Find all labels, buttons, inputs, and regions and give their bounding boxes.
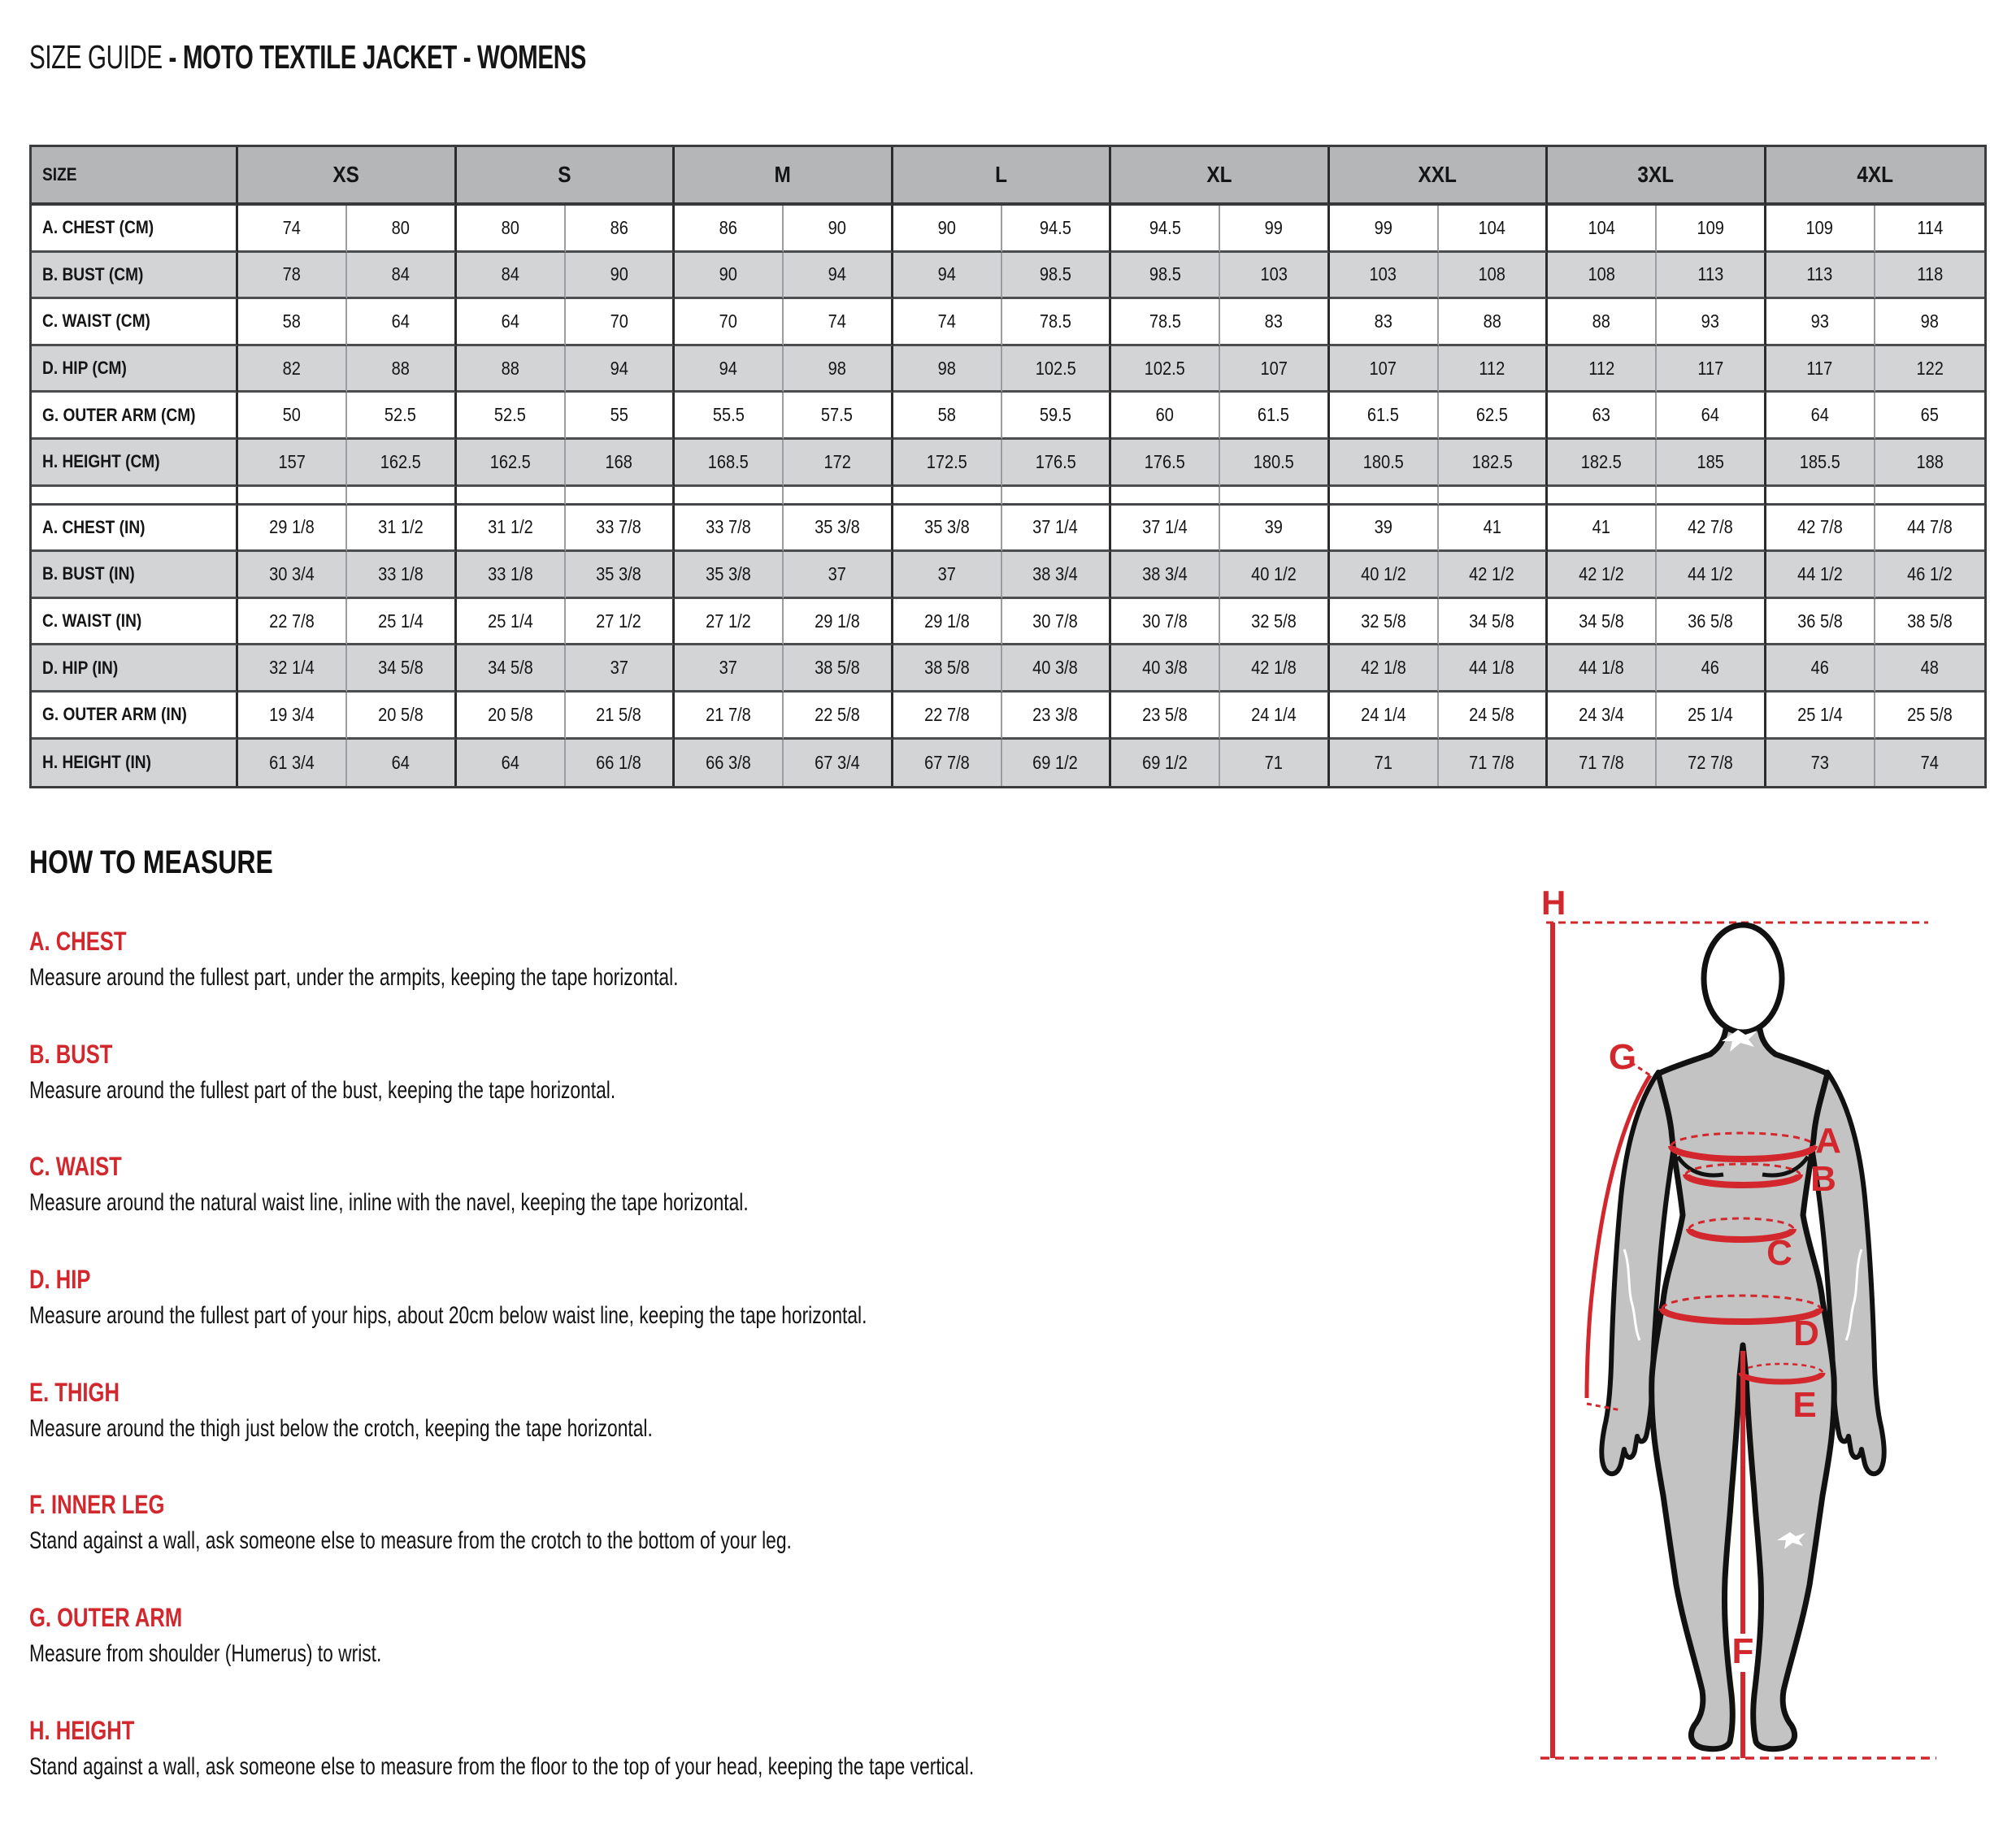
table-cell: 90 <box>566 253 675 300</box>
table-cell: 39 <box>1330 506 1439 553</box>
section-text: Stand against a wall, ask someone else to measure from the floor to the top of your head, keeping the tape vertical. <box>29 1753 975 1780</box>
table-cell: 86 <box>566 206 675 253</box>
table-cell: 104 <box>1548 206 1657 253</box>
measure-section-inner-leg <box>29 1491 1032 1554</box>
how-to-measure-heading: HOW TO MEASURE <box>29 845 273 880</box>
spacer-cell <box>457 487 566 506</box>
table-cell: 104 <box>1439 206 1548 253</box>
table-cell: 172 <box>784 440 893 487</box>
table-cell: 84 <box>347 253 456 300</box>
table-cell: 103 <box>1330 253 1439 300</box>
table-cell: 40 1/2 <box>1220 552 1329 599</box>
table-header-s: S <box>457 147 676 206</box>
table-cell: 70 <box>675 299 784 346</box>
table-cell: 35 3/8 <box>893 506 1002 553</box>
table-cell: 66 1/8 <box>566 740 675 787</box>
table-cell: 31 1/2 <box>457 506 566 553</box>
table-cell: 48 <box>1875 645 1984 693</box>
table-cell: 182.5 <box>1548 440 1657 487</box>
table-cell: 112 <box>1439 346 1548 393</box>
table-cell: 44 1/2 <box>1766 552 1875 599</box>
row-label: A. CHEST (CM) <box>32 206 238 253</box>
table-cell: 44 1/8 <box>1548 645 1657 693</box>
spacer-cell <box>1548 487 1657 506</box>
table-cell: 93 <box>1657 299 1766 346</box>
section-title: A. CHEST <box>29 927 127 956</box>
table-cell: 69 1/2 <box>1002 740 1111 787</box>
table-cell: 94 <box>893 253 1002 300</box>
table-cell: 40 3/8 <box>1111 645 1220 693</box>
table-cell: 88 <box>347 346 456 393</box>
table-cell: 99 <box>1220 206 1329 253</box>
table-cell: 32 5/8 <box>1330 599 1439 646</box>
measure-section-outer-arm <box>29 1604 493 1667</box>
table-cell: 46 <box>1766 645 1875 693</box>
table-cell: 37 <box>566 645 675 693</box>
row-label: D. HIP (CM) <box>32 346 238 393</box>
table-cell: 185 <box>1657 440 1766 487</box>
table-cell: 94.5 <box>1002 206 1111 253</box>
table-cell: 90 <box>675 253 784 300</box>
table-cell: 46 <box>1657 645 1766 693</box>
table-cell: 24 1/4 <box>1330 693 1439 740</box>
section-title: C. WAIST <box>29 1152 122 1181</box>
figure-label-e: E <box>1792 1385 1817 1425</box>
table-cell: 33 1/8 <box>347 552 456 599</box>
table-cell: 21 5/8 <box>566 693 675 740</box>
section-text: Measure around the fullest part, under the armpits, keeping the tape horizontal. <box>29 964 679 991</box>
table-cell: 57.5 <box>784 393 893 440</box>
table-cell: 102.5 <box>1002 346 1111 393</box>
table-cell: 67 7/8 <box>893 740 1002 787</box>
table-cell: 109 <box>1766 206 1875 253</box>
section-text: Measure around the natural waist line, inline with the navel, keeping the tape horizontal. <box>29 1189 749 1216</box>
table-cell: 37 <box>893 552 1002 599</box>
table-cell: 36 5/8 <box>1657 599 1766 646</box>
table-cell: 35 3/8 <box>675 552 784 599</box>
table-cell: 168.5 <box>675 440 784 487</box>
section-text: Measure around the thigh just below the crotch, keeping the tape horizontal. <box>29 1415 653 1442</box>
spacer-cell <box>1220 487 1329 506</box>
table-cell: 162.5 <box>457 440 566 487</box>
table-cell: 88 <box>1439 299 1548 346</box>
spacer-cell <box>566 487 675 506</box>
table-cell: 63 <box>1548 393 1657 440</box>
table-cell: 74 <box>1875 740 1984 787</box>
table-cell: 157 <box>238 440 347 487</box>
table-cell: 27 1/2 <box>566 599 675 646</box>
table-header-xl: XL <box>1111 147 1330 206</box>
row-label: D. HIP (IN) <box>32 645 238 693</box>
spacer-cell <box>238 487 347 506</box>
table-cell: 41 <box>1439 506 1548 553</box>
table-cell: 58 <box>893 393 1002 440</box>
table-cell: 34 5/8 <box>347 645 456 693</box>
table-header-4xl: 4XL <box>1766 147 1985 206</box>
table-cell: 71 <box>1220 740 1329 787</box>
table-cell: 67 3/4 <box>784 740 893 787</box>
table-cell: 42 1/2 <box>1439 552 1548 599</box>
figure-label-c: C <box>1766 1233 1792 1273</box>
table-cell: 66 3/8 <box>675 740 784 787</box>
table-cell: 50 <box>238 393 347 440</box>
page-title-bold: - MOTO TEXTILE JACKET - WOMENS <box>168 38 587 76</box>
table-cell: 94 <box>784 253 893 300</box>
table-cell: 70 <box>566 299 675 346</box>
table-cell: 176.5 <box>1002 440 1111 487</box>
table-cell: 88 <box>457 346 566 393</box>
table-cell: 99 <box>1330 206 1439 253</box>
figure-label-g: G <box>1608 1037 1637 1077</box>
table-cell: 93 <box>1766 299 1875 346</box>
table-cell: 180.5 <box>1330 440 1439 487</box>
table-cell: 71 7/8 <box>1439 740 1548 787</box>
figure-label-d: D <box>1793 1313 1819 1353</box>
table-cell: 22 7/8 <box>238 599 347 646</box>
spacer-cell <box>1002 487 1111 506</box>
table-cell: 83 <box>1330 299 1439 346</box>
table-cell: 94 <box>566 346 675 393</box>
row-label: B. BUST (CM) <box>32 253 238 300</box>
table-cell: 88 <box>1548 299 1657 346</box>
table-cell: 40 3/8 <box>1002 645 1111 693</box>
table-header-3xl: 3XL <box>1548 147 1766 206</box>
table-cell: 52.5 <box>347 393 456 440</box>
section-text: Stand against a wall, ask someone else to measure from the crotch to the bottom of your leg. <box>29 1527 792 1554</box>
row-label: H. HEIGHT (CM) <box>32 440 238 487</box>
table-header-m: M <box>675 147 893 206</box>
row-label: C. WAIST (CM) <box>32 299 238 346</box>
table-cell: 34 5/8 <box>1548 599 1657 646</box>
table-cell: 90 <box>893 206 1002 253</box>
row-label: G. OUTER ARM (CM) <box>32 393 238 440</box>
table-cell: 185.5 <box>1766 440 1875 487</box>
table-cell: 33 7/8 <box>566 506 675 553</box>
table-cell: 108 <box>1439 253 1548 300</box>
measurement-figure <box>1528 890 1983 1841</box>
table-cell: 78.5 <box>1002 299 1111 346</box>
table-cell: 61.5 <box>1220 393 1329 440</box>
table-cell: 162.5 <box>347 440 456 487</box>
table-cell: 118 <box>1875 253 1984 300</box>
table-cell: 71 <box>1330 740 1439 787</box>
table-cell: 36 5/8 <box>1766 599 1875 646</box>
table-cell: 52.5 <box>457 393 566 440</box>
table-cell: 83 <box>1220 299 1329 346</box>
table-cell: 30 7/8 <box>1002 599 1111 646</box>
figure-label-b: B <box>1810 1159 1836 1199</box>
table-cell: 113 <box>1766 253 1875 300</box>
table-cell: 46 1/2 <box>1875 552 1984 599</box>
spacer-cell <box>1439 487 1548 506</box>
section-text: Measure around the fullest part of your hips, about 20cm below waist line, keeping the tape horizontal. <box>29 1302 867 1329</box>
table-cell: 20 5/8 <box>347 693 456 740</box>
table-cell: 64 <box>347 299 456 346</box>
table-cell: 113 <box>1657 253 1766 300</box>
page-title-regular: SIZE GUIDE <box>29 38 169 76</box>
table-header-size: SIZE <box>32 147 238 206</box>
section-text: Measure from shoulder (Humerus) to wrist. <box>29 1640 382 1667</box>
measure-section-chest <box>29 928 884 991</box>
table-cell: 30 3/4 <box>238 552 347 599</box>
table-cell: 23 5/8 <box>1111 693 1220 740</box>
table-cell: 24 3/4 <box>1548 693 1657 740</box>
table-cell: 172.5 <box>893 440 1002 487</box>
table-cell: 22 7/8 <box>893 693 1002 740</box>
spacer-cell <box>1766 487 1875 506</box>
measure-section-height <box>29 1717 1272 1780</box>
spacer-cell <box>347 487 456 506</box>
table-cell: 117 <box>1766 346 1875 393</box>
figure-label-f: F <box>1731 1631 1754 1671</box>
table-cell: 72 7/8 <box>1657 740 1766 787</box>
table-cell: 74 <box>238 206 347 253</box>
table-cell: 23 3/8 <box>1002 693 1111 740</box>
table-cell: 42 1/8 <box>1330 645 1439 693</box>
table-cell: 34 5/8 <box>1439 599 1548 646</box>
table-cell: 102.5 <box>1111 346 1220 393</box>
row-label: H. HEIGHT (IN) <box>32 740 238 787</box>
figure-label-h: H <box>1541 890 1566 922</box>
table-cell: 98 <box>893 346 1002 393</box>
table-cell: 35 3/8 <box>566 552 675 599</box>
table-cell: 107 <box>1220 346 1329 393</box>
table-cell: 98 <box>1875 299 1984 346</box>
table-cell: 109 <box>1657 206 1766 253</box>
table-cell: 41 <box>1548 506 1657 553</box>
spacer-cell <box>1657 487 1766 506</box>
table-cell: 64 <box>347 740 456 787</box>
table-cell: 188 <box>1875 440 1984 487</box>
table-cell: 103 <box>1220 253 1329 300</box>
table-cell: 168 <box>566 440 675 487</box>
table-cell: 55 <box>566 393 675 440</box>
table-cell: 33 1/8 <box>457 552 566 599</box>
table-cell: 29 1/8 <box>893 599 1002 646</box>
table-cell: 182.5 <box>1439 440 1548 487</box>
table-cell: 37 1/4 <box>1111 506 1220 553</box>
table-cell: 86 <box>675 206 784 253</box>
table-cell: 108 <box>1548 253 1657 300</box>
table-cell: 39 <box>1220 506 1329 553</box>
table-cell: 37 <box>675 645 784 693</box>
table-header-xs: XS <box>238 147 457 206</box>
table-cell: 180.5 <box>1220 440 1329 487</box>
spacer-cell <box>1330 487 1439 506</box>
table-cell: 30 7/8 <box>1111 599 1220 646</box>
size-guide-table <box>29 145 1987 788</box>
table-cell: 32 1/4 <box>238 645 347 693</box>
table-cell: 38 3/4 <box>1002 552 1111 599</box>
table-cell: 38 3/4 <box>1111 552 1220 599</box>
table-cell: 19 3/4 <box>238 693 347 740</box>
table-cell: 94.5 <box>1111 206 1220 253</box>
section-title: G. OUTER ARM <box>29 1603 183 1632</box>
measure-section-bust <box>29 1041 801 1104</box>
table-cell: 80 <box>347 206 456 253</box>
table-cell: 64 <box>457 299 566 346</box>
figure-label-a: A <box>1815 1121 1841 1161</box>
table-header-xxl: XXL <box>1330 147 1549 206</box>
section-title: F. INNER LEG <box>29 1490 165 1519</box>
table-cell: 38 5/8 <box>784 645 893 693</box>
table-cell: 69 1/2 <box>1111 740 1220 787</box>
section-title: E. THIGH <box>29 1378 119 1407</box>
table-cell: 29 1/8 <box>784 599 893 646</box>
table-cell: 25 1/4 <box>1657 693 1766 740</box>
table-cell: 84 <box>457 253 566 300</box>
table-cell: 55.5 <box>675 393 784 440</box>
table-cell: 44 1/8 <box>1439 645 1548 693</box>
table-cell: 74 <box>784 299 893 346</box>
table-cell: 37 1/4 <box>1002 506 1111 553</box>
table-cell: 21 7/8 <box>675 693 784 740</box>
table-cell: 38 5/8 <box>893 645 1002 693</box>
table-cell: 107 <box>1330 346 1439 393</box>
section-title: D. HIP <box>29 1265 91 1294</box>
table-cell: 44 1/2 <box>1657 552 1766 599</box>
table-cell: 80 <box>457 206 566 253</box>
table-cell: 78.5 <box>1111 299 1220 346</box>
table-cell: 60 <box>1111 393 1220 440</box>
table-cell: 32 5/8 <box>1220 599 1329 646</box>
table-cell: 27 1/2 <box>675 599 784 646</box>
table-cell: 44 7/8 <box>1875 506 1984 553</box>
table-cell: 38 5/8 <box>1875 599 1984 646</box>
table-cell: 64 <box>1657 393 1766 440</box>
spacer-cell <box>893 487 1002 506</box>
table-cell: 98.5 <box>1002 253 1111 300</box>
row-label: A. CHEST (IN) <box>32 506 238 553</box>
table-cell: 90 <box>784 206 893 253</box>
table-cell: 24 5/8 <box>1439 693 1548 740</box>
table-cell: 25 5/8 <box>1875 693 1984 740</box>
table-cell: 61.5 <box>1330 393 1439 440</box>
table-cell: 64 <box>1766 393 1875 440</box>
spacer-cell <box>675 487 784 506</box>
table-cell: 78 <box>238 253 347 300</box>
table-cell: 71 7/8 <box>1548 740 1657 787</box>
measure-section-thigh <box>29 1379 849 1442</box>
table-cell: 25 1/4 <box>1766 693 1875 740</box>
table-cell: 20 5/8 <box>457 693 566 740</box>
section-text: Measure around the fullest part of the bust, keeping the tape horizontal. <box>29 1077 616 1104</box>
table-cell: 98 <box>784 346 893 393</box>
table-cell: 42 1/8 <box>1220 645 1329 693</box>
page-title <box>29 38 587 76</box>
table-cell: 42 7/8 <box>1766 506 1875 553</box>
table-cell: 112 <box>1548 346 1657 393</box>
table-cell: 25 1/4 <box>457 599 566 646</box>
table-cell: 40 1/2 <box>1330 552 1439 599</box>
spacer-cell <box>1111 487 1220 506</box>
table-header-l: L <box>893 147 1112 206</box>
table-cell: 42 1/2 <box>1548 552 1657 599</box>
spacer-cell <box>1875 487 1984 506</box>
measure-section-waist <box>29 1153 975 1216</box>
table-cell: 74 <box>893 299 1002 346</box>
table-cell: 34 5/8 <box>457 645 566 693</box>
spacer-cell <box>784 487 893 506</box>
table-cell: 122 <box>1875 346 1984 393</box>
table-cell: 29 1/8 <box>238 506 347 553</box>
measure-section-hip <box>29 1266 1132 1329</box>
table-cell: 65 <box>1875 393 1984 440</box>
table-cell: 61 3/4 <box>238 740 347 787</box>
table-cell: 31 1/2 <box>347 506 456 553</box>
table-cell: 114 <box>1875 206 1984 253</box>
table-cell: 73 <box>1766 740 1875 787</box>
table-cell: 82 <box>238 346 347 393</box>
table-cell: 37 <box>784 552 893 599</box>
table-cell: 25 1/4 <box>347 599 456 646</box>
table-cell: 176.5 <box>1111 440 1220 487</box>
table-cell: 64 <box>457 740 566 787</box>
table-cell: 33 7/8 <box>675 506 784 553</box>
row-label: G. OUTER ARM (IN) <box>32 693 238 740</box>
table-cell: 94 <box>675 346 784 393</box>
table-cell: 24 1/4 <box>1220 693 1329 740</box>
table-cell: 59.5 <box>1002 393 1111 440</box>
table-cell: 22 5/8 <box>784 693 893 740</box>
spacer-cell <box>32 487 238 506</box>
table-cell: 62.5 <box>1439 393 1548 440</box>
table-cell: 58 <box>238 299 347 346</box>
table-cell: 35 3/8 <box>784 506 893 553</box>
table-cell: 42 7/8 <box>1657 506 1766 553</box>
table-cell: 98.5 <box>1111 253 1220 300</box>
row-label: B. BUST (IN) <box>32 552 238 599</box>
section-title: B. BUST <box>29 1040 113 1069</box>
table-cell: 117 <box>1657 346 1766 393</box>
section-title: H. HEIGHT <box>29 1716 135 1745</box>
head <box>1704 925 1782 1032</box>
row-label: C. WAIST (IN) <box>32 599 238 646</box>
